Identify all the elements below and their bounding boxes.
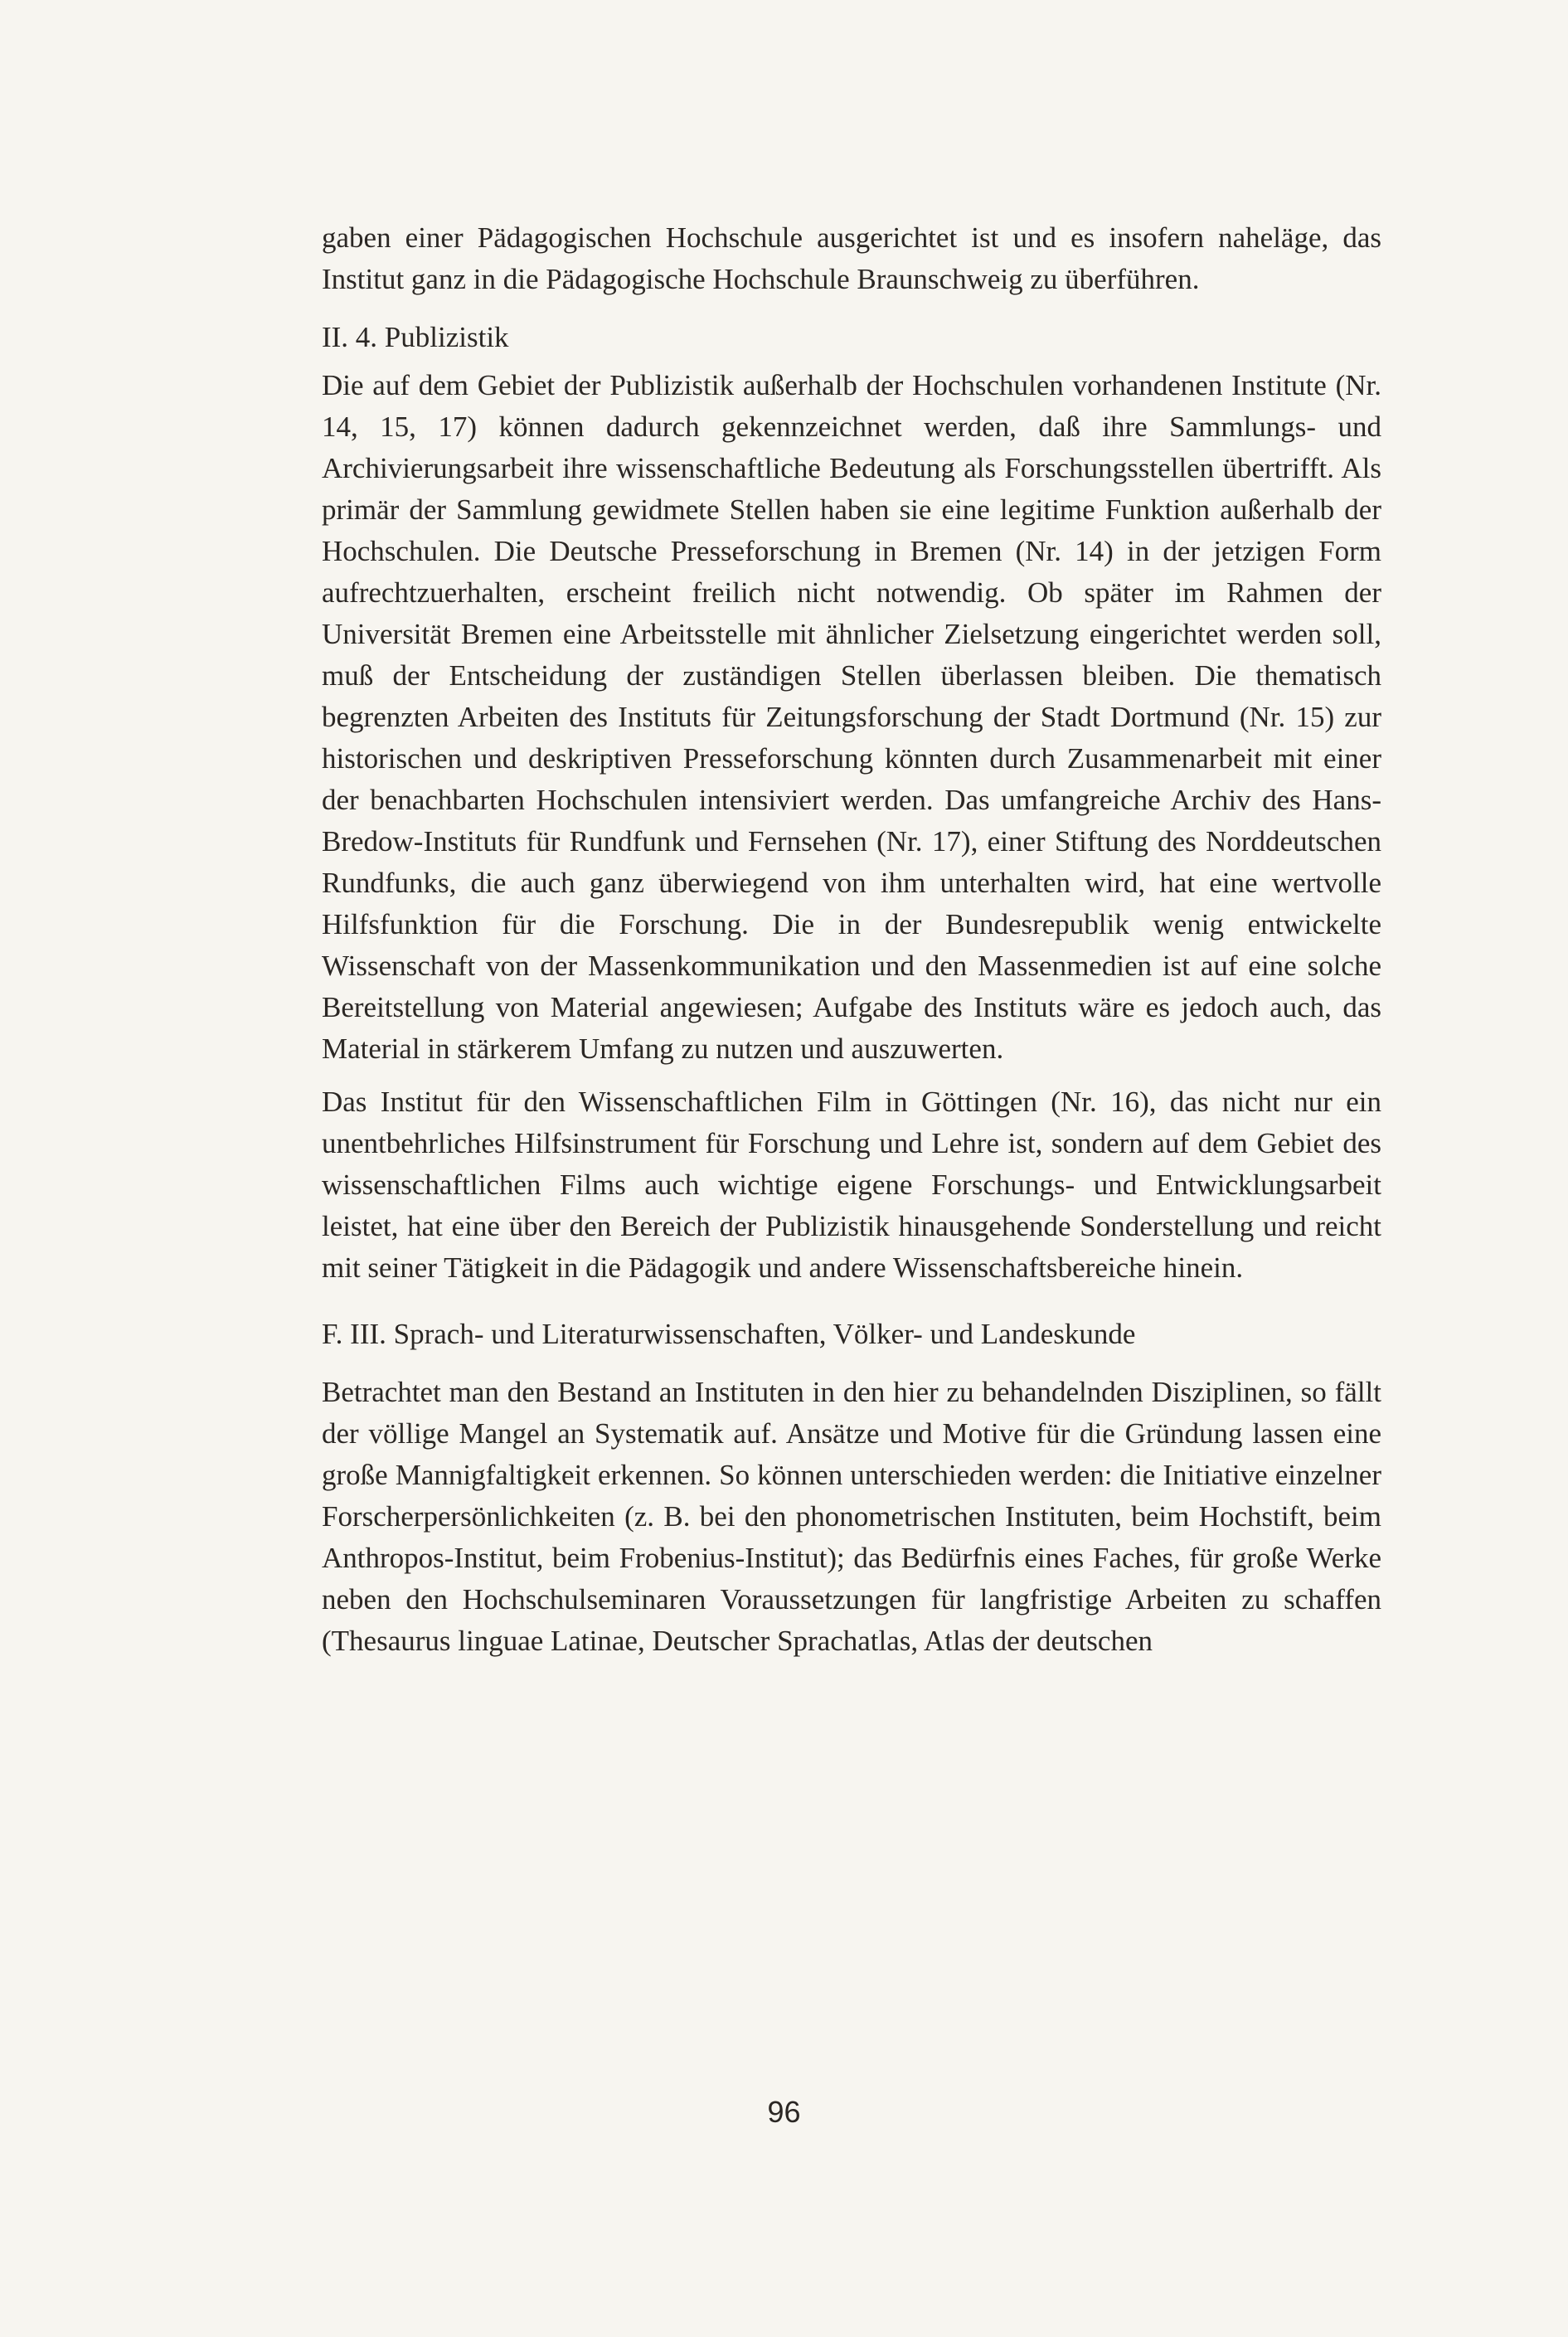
paragraph-publizistik-2: Das Institut für den Wissenschaftlichen Film in Göttingen (Nr. 16), das nicht nur ein unentbehrliches Hilfsinstrument für Forschung und Lehre ist, sondern auf dem Gebiet des wissenschaftlichen Films auch wichtige eigene Forschungs- und Entwicklungsarbeit leistet, hat eine über den Bereich der Publizistik hinausgehende Sonderstellung und reicht mit seiner Tätigkeit in die Pädagogik und andere Wissenschaftsbereiche hinein.	[322, 1086, 1381, 1284]
section-heading-publizistik: II. 4. Publizistik	[322, 321, 509, 353]
section-heading-sprachwissenschaften: F. III. Sprach- und Literaturwissenschaften, Völker- und Landeskunde	[322, 1318, 1136, 1350]
page-body	[322, 217, 1381, 1662]
paragraph-sprachwissenschaften-1: Betrachtet man den Bestand an Instituten in den hier zu behandelnden Disziplinen, so fällt der völlige Mangel an Systematik auf. Ansätze und Motive für die Gründung lassen eine große Mannigfaltigkeit erkennen. So können unterschieden werden: die Initiative einzelner Forscherpersönlichkeiten (z. B. bei den phonometrischen Instituten, beim Hochstift, beim Anthropos-Institut, beim Frobenius-Institut); das Bedürfnis eines Faches, für große Werke neben den Hochschulseminaren Voraussetzungen für langfristige Arbeiten zu schaffen (Thesaurus linguae Latinae, Deutscher Sprachatlas, Atlas der deutschen	[322, 1376, 1381, 1657]
paragraph-intro: gaben einer Pädagogischen Hochschule ausgerichtet ist und es insofern naheläge, das Institut ganz in die Pädagogische Hochschule Braunschweig zu überführen.	[322, 221, 1381, 295]
paragraph-publizistik-1: Die auf dem Gebiet der Publizistik außerhalb der Hochschulen vorhandenen Institute (Nr. 14, 15, 17) können dadurch gekennzeichnet werden, daß ihre Sammlungs- und Archivierungsarbeit ihre wissenschaftliche Bedeutung als Forschungsstellen übertrifft. Als primär der Sammlung gewidmete Stellen haben sie eine legitime Funktion außerhalb der Hochschulen. Die Deutsche Presseforschung in Bremen (Nr. 14) in der jetzigen Form aufrechtzuerhalten, erscheint freilich nicht notwendig. Ob später im Rahmen der Universität Bremen eine Arbeitsstelle mit ähnlicher Zielsetzung eingerichtet werden soll, muß der Entscheidung der zuständigen Stellen überlassen bleiben. Die thematisch begrenzten Arbeiten des Instituts für Zeitungsforschung der Stadt Dortmund (Nr. 15) zur historischen und deskriptiven Presseforschung könnten durch Zusammenarbeit mit einer der benachbarten Hochschulen intensiviert werden. Das umfangreiche Archiv des Hans-Bredow-Instituts für Rundfunk und Fernsehen (Nr. 17), einer Stiftung des Norddeutschen Rundfunks, die auch ganz überwiegend von ihm unterhalten wird, hat eine wertvolle Hilfsfunktion für die Forschung. Die in der Bundesrepublik wenig entwickelte Wissenschaft von der Massenkommunikation und den Massenmedien ist auf eine solche Bereitstellung von Material angewiesen; Aufgabe des Instituts wäre es jedoch auch, das Material in stärkerem Umfang zu nutzen und auszuwerten.	[322, 369, 1381, 1065]
page-number: 96	[767, 2095, 801, 2129]
